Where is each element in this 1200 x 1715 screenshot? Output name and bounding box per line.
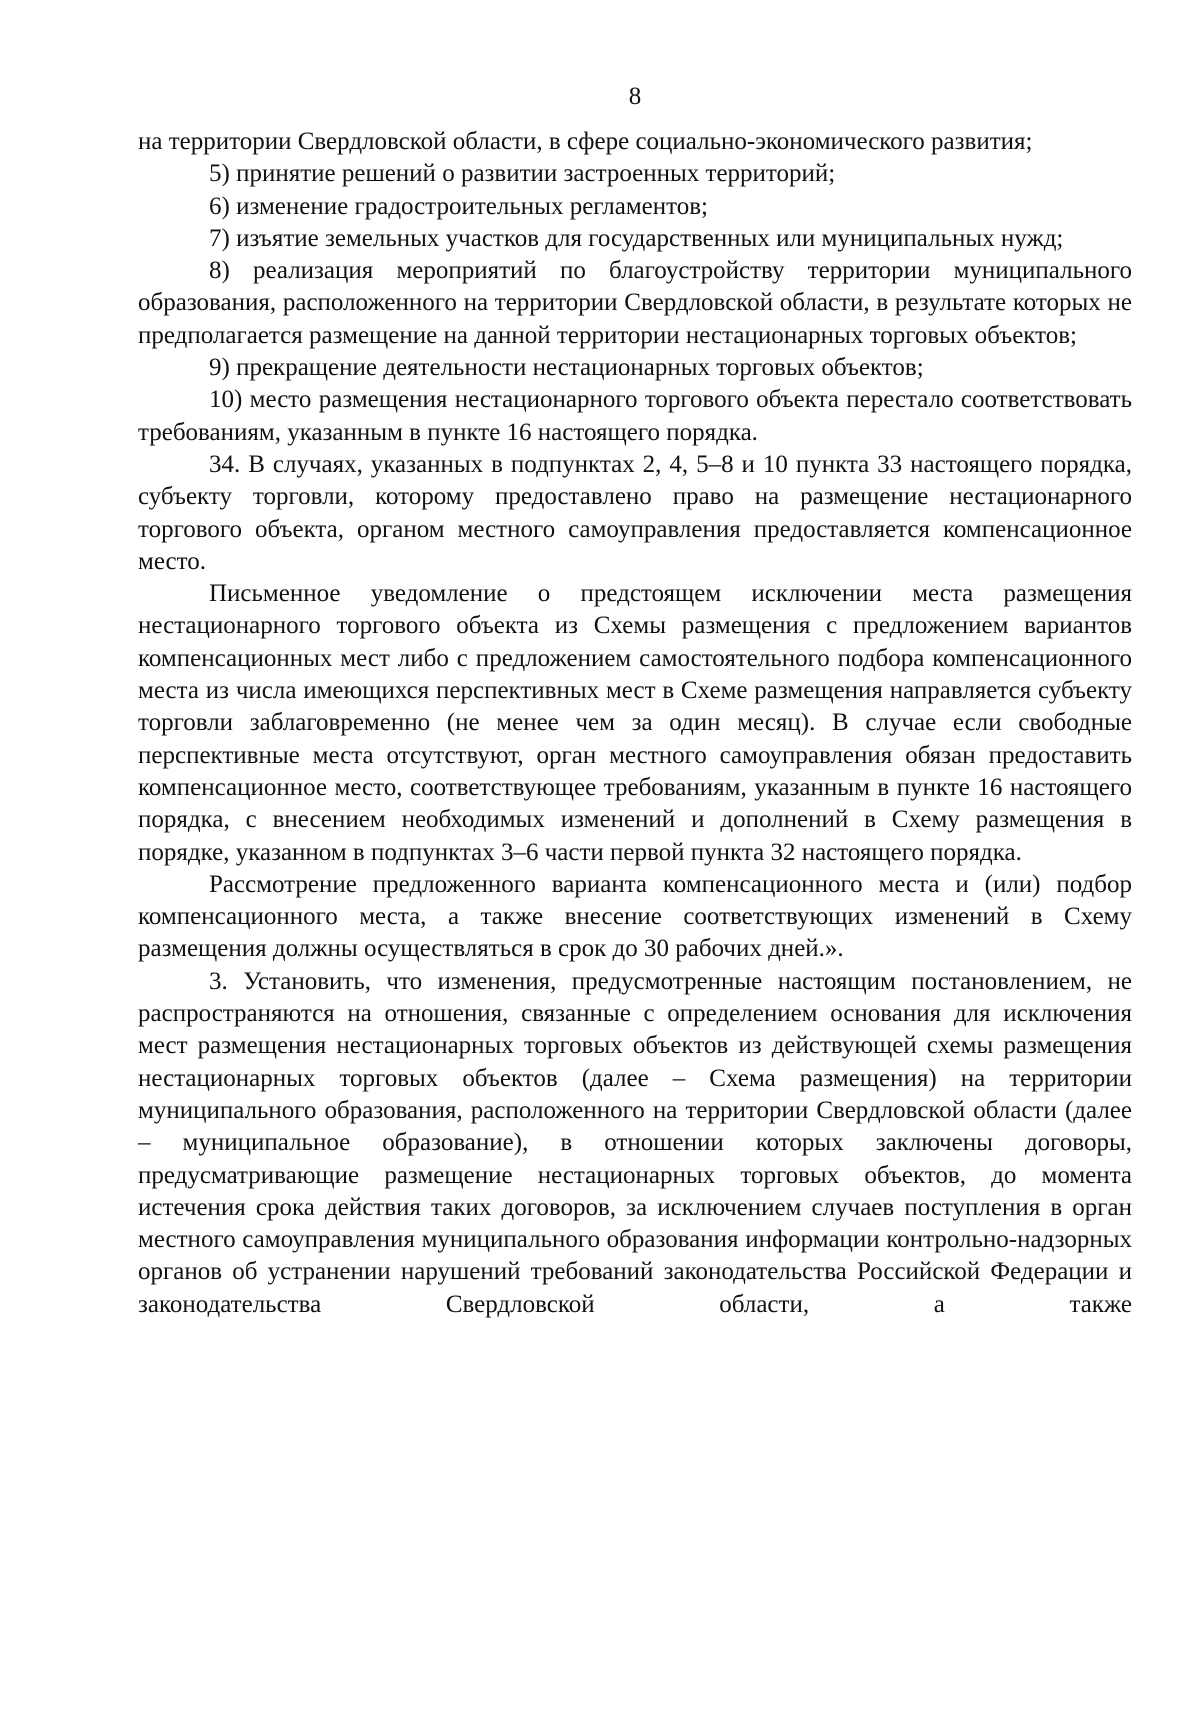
paragraph-item-5: 5) принятие решений о развитии застроенных территорий; bbox=[209, 160, 836, 188]
paragraph-item-9: 9) прекращение деятельности нестационарных торговых объектов; bbox=[209, 354, 924, 382]
paragraph-item-7: 7) изъятие земельных участков для государственных или муниципальных нужд; bbox=[209, 224, 1064, 252]
paragraph-item-8: 8) реализация мероприятий по благоустройству территории муниципального образования, расположенного на территории Свердловской области, в результате которых не предполагается размещение на данной территории нестационарных торговых объектов; bbox=[138, 257, 1132, 349]
paragraph-continuation: на территории Свердловской области, в сфере социально-экономического развития; bbox=[138, 128, 1033, 155]
paragraph-written-notice: Письменное уведомление о предстоящем исключении места размещения нестационарного торгового объекта из Схемы размещения с предложением вариантов компенсационных мест либо с предложением самостоятельного подбора компенсационного места из числа имеющихся перспективных мест в Схеме размещения направляется субъекту торговли заблаговременно (не менее чем за один месяц). В случае если свободные перспективные места отсутствуют, орган местного самоуправления обязан предоставить компенсационное место, соответствующее требованиям, указанным в пункте 16 настоящего порядка, с внесением необходимых изменений и дополнений в Схему размещения в порядке, указанном в подпунктах 3–6 части первой пункта 32 настоящего порядка. bbox=[138, 580, 1132, 866]
paragraph-clause-3: 3. Установить, что изменения, предусмотренные настоящим постановлением, не распространяются на отношения, связанные с определением основания для исключения мест размещения нестационарных торговых объектов из действующей схемы размещения нестационарных торговых объектов (далее – Схема размещения) на территории муниципального образования, расположенного на территории Свердловской области (далее – муниципальное образование), в отношении которых заключены договоры, предусматривающие размещение нестационарных торговых объектов, до момента истечения срока действия таких договоров, за исключением случаев поступления в орган местного самоуправления муниципального образования информации контрольно-надзорных органов об устранении нарушений требований законодательства Российской Федерации и законодательства Свердловской области, а также bbox=[138, 967, 1132, 1318]
paragraph-consideration: Рассмотрение предложенного варианта компенсационного места и (или) подбор компенсационного места, а также внесение соответствующих изменений в Схему размещения должны осуществляться в срок до 30 рабочих дней.». bbox=[138, 870, 1132, 963]
document-body bbox=[138, 126, 1132, 1321]
paragraph-clause-34: 34. В случаях, указанных в подпунктах 2, 4, 5–8 и 10 пункта 33 настоящего порядка, субъекту торговли, которому предоставлено право на размещение нестационарного торгового объекта, органом местного самоуправления предоставляется компенсационное место. bbox=[138, 450, 1132, 575]
paragraph-item-10: 10) место размещения нестационарного торгового объекта перестало соответствовать требованиям, указанным в пункте 16 настоящего порядка. bbox=[138, 386, 1132, 446]
paragraph-item-6: 6) изменение градостроительных регламентов; bbox=[209, 192, 708, 220]
page-number: 8 bbox=[628, 83, 642, 110]
